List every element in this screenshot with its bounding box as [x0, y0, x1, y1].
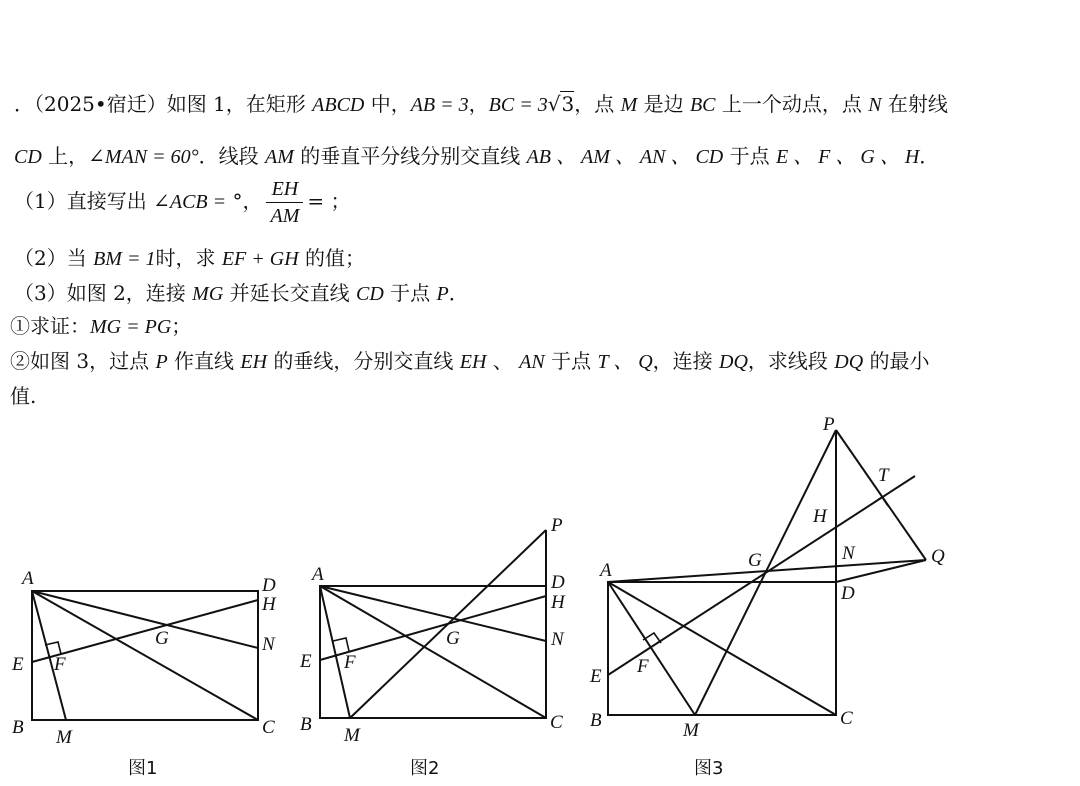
fig1-label: C — [262, 717, 275, 738]
fig2-label: G — [446, 628, 460, 649]
text: ， — [468, 92, 489, 116]
fig3-label: N — [842, 543, 855, 564]
text: 是边 — [637, 92, 690, 116]
text: 3 — [561, 92, 575, 116]
fraction-denominator: AM — [270, 205, 300, 227]
text: 、 — [486, 349, 520, 373]
fig3-label: B — [590, 710, 602, 731]
figure-2 — [299, 515, 566, 779]
text: 上， — [41, 144, 89, 168]
text: EF + GH — [221, 248, 299, 270]
question-3-2-continued: 值. — [10, 384, 37, 408]
fig3-label: P — [823, 414, 835, 435]
fig3-segment-AM — [608, 582, 695, 715]
text: ； — [171, 314, 192, 338]
text: ，点 — [574, 92, 621, 116]
text: 上一个动点，点 — [715, 92, 869, 116]
fig3-label: H — [813, 506, 827, 527]
sqrt-symbol: √ — [547, 92, 561, 116]
text: °， — [226, 189, 263, 213]
fig2-label: C — [550, 712, 563, 733]
fig3-caption: 图3 — [694, 758, 724, 779]
text: （3）如图 2，连接 — [14, 281, 193, 305]
fraction-numerator: EH — [266, 176, 303, 203]
fig3-segment-ET — [608, 476, 915, 675]
text: = ； — [307, 189, 351, 213]
text: 在射线 — [881, 92, 948, 116]
fig1-label: F — [54, 654, 66, 675]
fig3-label: E — [590, 666, 602, 687]
fig3-label: D — [841, 583, 855, 604]
fig1-label: G — [155, 628, 169, 649]
fig2-label: B — [300, 714, 312, 735]
fig1-segment-AC — [32, 591, 258, 720]
text: MG — [192, 283, 224, 305]
text: N — [868, 94, 882, 116]
text: 中， — [364, 92, 411, 116]
fig2-segment-AN — [320, 586, 546, 641]
fig1-label: D — [262, 575, 276, 596]
text: ．（2025•宿迁）如图 1，在矩形 — [14, 92, 313, 116]
fig3-label: C — [840, 708, 853, 729]
text: M — [620, 94, 638, 116]
text: AN — [519, 351, 545, 373]
fig2-label: H — [551, 592, 565, 613]
fig3-label: Q — [931, 546, 945, 567]
text: BC — [689, 94, 716, 116]
text: BM = 1 — [93, 248, 156, 270]
fig3-label: A — [600, 560, 612, 581]
text: P — [155, 351, 168, 373]
fig3-label: F — [637, 656, 649, 677]
fig1-caption: 图1 — [128, 758, 158, 779]
fig2-right-angle-mark — [333, 638, 349, 651]
figure-3 — [589, 414, 945, 779]
text: ∠ACB = — [153, 191, 227, 213]
text: AB 、 AM 、 AN 、 CD — [526, 146, 724, 168]
text: 的垂线，分别交直线 — [267, 349, 460, 373]
text: ． — [448, 281, 469, 305]
text: 于点 — [723, 144, 776, 168]
text: EH — [240, 351, 268, 373]
fig2-label: A — [312, 564, 324, 585]
fig1-label: A — [22, 568, 34, 589]
fig2-label: E — [300, 651, 312, 672]
fig2-label: M — [344, 725, 360, 746]
figure-1 — [11, 568, 277, 779]
text: CD — [356, 283, 384, 305]
text: DQ — [719, 351, 748, 373]
text: （2）当 — [14, 246, 94, 270]
text: 时，求 — [155, 246, 222, 270]
text: AB = 3 — [410, 94, 469, 116]
fig3-label: G — [748, 550, 762, 571]
fig1-segment-AN — [32, 591, 258, 648]
text: E 、 F 、 G 、 H — [775, 146, 920, 168]
text: MG = PG — [90, 316, 172, 338]
fig2-caption: 图2 — [410, 758, 440, 779]
text: 并延长交直线 — [223, 281, 356, 305]
fig3-right-angle-mark-T — [872, 497, 888, 506]
fig1-label: M — [56, 727, 72, 748]
text: 的值； — [298, 246, 366, 270]
text: ．线段 — [198, 144, 265, 168]
fig3-segment-PQ — [836, 430, 926, 560]
text: ． — [919, 144, 940, 168]
text: T 、 Q — [597, 351, 653, 373]
fig2-label: N — [551, 629, 564, 650]
fig3-label: M — [683, 720, 699, 741]
text: 的最小 — [863, 349, 930, 373]
text: ∠MAN = 60° — [88, 146, 199, 168]
text: CD — [14, 146, 42, 168]
fig1-label: B — [12, 717, 24, 738]
fig1-label: H — [262, 594, 276, 615]
text: ，连接 — [652, 349, 720, 373]
text: DQ — [834, 351, 864, 373]
text: ABCD — [312, 94, 365, 116]
text: 于点 — [383, 281, 437, 305]
text: （1）直接写出 — [14, 189, 154, 213]
fig2-label: D — [551, 572, 565, 593]
text: EH — [459, 351, 487, 373]
text: ，求线段 — [747, 349, 835, 373]
text: ②如图 3，过点 — [10, 349, 156, 373]
fig2-label: F — [344, 652, 356, 673]
text: ①求证： — [10, 314, 90, 338]
fig3-label: T — [878, 465, 889, 486]
text: 于点 — [544, 349, 598, 373]
fig2-label: P — [551, 515, 563, 536]
text: BC = 3 — [488, 94, 548, 116]
fig1-label: E — [12, 654, 24, 675]
text: 作直线 — [167, 349, 241, 373]
text: AM — [264, 146, 294, 168]
text: 的垂直平分线分别交直线 — [293, 144, 527, 168]
text: P — [436, 283, 449, 305]
fig1-label: N — [262, 634, 275, 655]
